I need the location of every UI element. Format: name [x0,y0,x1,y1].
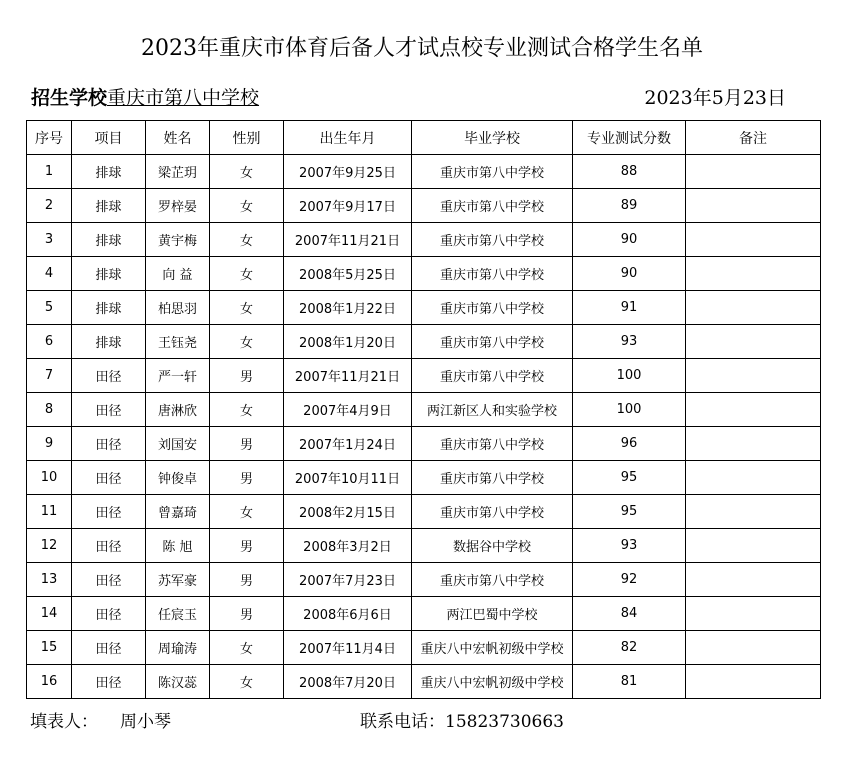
cell-birthdate: 2007年7月23日 [284,563,412,597]
cell-gender: 女 [210,189,284,223]
cell-sport: 排球 [72,291,146,325]
cell-name: 陈 旭 [146,529,210,563]
cell-sport: 排球 [72,325,146,359]
cell-index: 8 [27,393,72,427]
cell-school: 重庆市第八中学校 [412,495,573,529]
cell-score: 100 [573,359,686,393]
cell-index: 16 [27,665,72,699]
cell-gender: 女 [210,631,284,665]
cell-birthdate: 2007年4月9日 [284,393,412,427]
filler-info [30,710,171,734]
cell-score: 88 [573,155,686,189]
school-line [31,85,259,111]
cell-sport: 田径 [72,631,146,665]
cell-name: 任宸玉 [146,597,210,631]
table-row [27,155,821,189]
cell-index: 11 [27,495,72,529]
cell-school: 重庆市第八中学校 [412,223,573,257]
cell-index: 1 [27,155,72,189]
header-cell: 项目 [72,121,146,155]
cell-gender: 男 [210,529,284,563]
cell-remark [686,393,821,427]
cell-remark [686,223,821,257]
cell-name: 王钰尧 [146,325,210,359]
cell-birthdate: 2008年1月20日 [284,325,412,359]
table-header-row [27,121,821,155]
contact-info [360,710,564,734]
cell-gender: 女 [210,495,284,529]
cell-remark [686,189,821,223]
table-row [27,393,821,427]
student-roster-table [26,120,821,699]
table-row [27,631,821,665]
cell-birthdate: 2008年3月2日 [284,529,412,563]
cell-gender: 女 [210,257,284,291]
cell-birthdate: 2008年6月6日 [284,597,412,631]
header-cell: 性别 [210,121,284,155]
cell-remark [686,461,821,495]
cell-score: 93 [573,325,686,359]
cell-school: 重庆市第八中学校 [412,359,573,393]
cell-index: 7 [27,359,72,393]
cell-index: 3 [27,223,72,257]
cell-sport: 排球 [72,223,146,257]
cell-name: 向 益 [146,257,210,291]
cell-gender: 女 [210,325,284,359]
cell-remark [686,257,821,291]
phone-number: 15823730663 [445,712,564,732]
cell-sport: 排球 [72,189,146,223]
cell-school: 重庆市第八中学校 [412,461,573,495]
cell-sport: 排球 [72,257,146,291]
cell-gender: 女 [210,223,284,257]
cell-name: 钟俊卓 [146,461,210,495]
header-cell: 序号 [27,121,72,155]
cell-index: 2 [27,189,72,223]
table-row [27,359,821,393]
header-cell: 备注 [686,121,821,155]
cell-remark [686,597,821,631]
cell-index: 12 [27,529,72,563]
cell-school: 重庆八中宏帆初级中学校 [412,665,573,699]
filler-name: 周小琴 [120,712,171,732]
cell-sport: 田径 [72,597,146,631]
cell-school: 重庆市第八中学校 [412,291,573,325]
cell-school: 重庆八中宏帆初级中学校 [412,631,573,665]
cell-name: 曾嘉琦 [146,495,210,529]
header-cell: 毕业学校 [412,121,573,155]
cell-index: 6 [27,325,72,359]
cell-remark [686,631,821,665]
cell-score: 96 [573,427,686,461]
cell-birthdate: 2008年5月25日 [284,257,412,291]
table-row [27,563,821,597]
cell-gender: 女 [210,393,284,427]
cell-birthdate: 2007年9月25日 [284,155,412,189]
cell-score: 93 [573,529,686,563]
cell-index: 9 [27,427,72,461]
cell-birthdate: 2007年9月17日 [284,189,412,223]
cell-sport: 田径 [72,495,146,529]
document-title: 2023年重庆市体育后备人才试点校专业测试合格学生名单 [141,36,703,61]
cell-gender: 男 [210,427,284,461]
school-label: 招生学校 [31,87,108,109]
cell-name: 陈汉蕊 [146,665,210,699]
cell-birthdate: 2007年11月21日 [284,223,412,257]
table-row [27,665,821,699]
cell-name: 唐淋欣 [146,393,210,427]
cell-index: 15 [27,631,72,665]
cell-school: 重庆市第八中学校 [412,325,573,359]
cell-birthdate: 2007年11月4日 [284,631,412,665]
cell-birthdate: 2007年11月21日 [284,359,412,393]
cell-gender: 男 [210,461,284,495]
cell-gender: 女 [210,155,284,189]
cell-remark [686,427,821,461]
table-row [27,597,821,631]
cell-sport: 田径 [72,665,146,699]
cell-sport: 田径 [72,359,146,393]
header-cell: 专业测试分数 [573,121,686,155]
cell-gender: 男 [210,359,284,393]
cell-sport: 田径 [72,461,146,495]
cell-score: 89 [573,189,686,223]
cell-gender: 男 [210,597,284,631]
cell-school: 重庆市第八中学校 [412,257,573,291]
cell-name: 周瑜涛 [146,631,210,665]
cell-gender: 女 [210,665,284,699]
cell-remark [686,359,821,393]
cell-name: 罗梓晏 [146,189,210,223]
cell-index: 13 [27,563,72,597]
school-name: 重庆市第八中学校 [107,87,260,109]
cell-score: 81 [573,665,686,699]
cell-remark [686,155,821,189]
cell-score: 100 [573,393,686,427]
document-date: 2023年5月23日 [644,87,786,109]
cell-sport: 田径 [72,563,146,597]
cell-birthdate: 2007年1月24日 [284,427,412,461]
cell-remark [686,665,821,699]
cell-school: 两江新区人和实验学校 [412,393,573,427]
cell-remark [686,291,821,325]
table-row [27,529,821,563]
cell-sport: 田径 [72,393,146,427]
cell-birthdate: 2007年10月11日 [284,461,412,495]
filler-label: 填表人： [30,712,98,732]
cell-sport: 田径 [72,529,146,563]
cell-score: 84 [573,597,686,631]
cell-name: 柏思羽 [146,291,210,325]
cell-remark [686,495,821,529]
table-row [27,223,821,257]
cell-score: 95 [573,461,686,495]
table-row [27,291,821,325]
cell-index: 5 [27,291,72,325]
cell-remark [686,529,821,563]
table-row [27,495,821,529]
table-body [27,155,821,699]
cell-school: 重庆市第八中学校 [412,427,573,461]
cell-school: 两江巴蜀中学校 [412,597,573,631]
cell-name: 黄宇梅 [146,223,210,257]
cell-birthdate: 2008年1月22日 [284,291,412,325]
table-row [27,461,821,495]
cell-score: 92 [573,563,686,597]
cell-name: 梁芷玥 [146,155,210,189]
cell-gender: 女 [210,291,284,325]
cell-school: 重庆市第八中学校 [412,189,573,223]
cell-birthdate: 2008年2月15日 [284,495,412,529]
table-row [27,257,821,291]
cell-index: 14 [27,597,72,631]
table-row [27,189,821,223]
cell-name: 刘国安 [146,427,210,461]
cell-score: 95 [573,495,686,529]
cell-score: 82 [573,631,686,665]
table-row [27,427,821,461]
cell-index: 4 [27,257,72,291]
cell-school: 重庆市第八中学校 [412,155,573,189]
table-row [27,325,821,359]
cell-school: 重庆市第八中学校 [412,563,573,597]
cell-score: 90 [573,223,686,257]
cell-score: 90 [573,257,686,291]
cell-remark [686,325,821,359]
cell-sport: 田径 [72,427,146,461]
cell-remark [686,563,821,597]
header-cell: 出生年月 [284,121,412,155]
header-cell: 姓名 [146,121,210,155]
cell-gender: 男 [210,563,284,597]
cell-sport: 排球 [72,155,146,189]
cell-score: 91 [573,291,686,325]
phone-label: 联系电话： [360,712,445,732]
cell-name: 苏军豪 [146,563,210,597]
cell-school: 数据谷中学校 [412,529,573,563]
cell-name: 严一轩 [146,359,210,393]
cell-index: 10 [27,461,72,495]
cell-birthdate: 2008年7月20日 [284,665,412,699]
